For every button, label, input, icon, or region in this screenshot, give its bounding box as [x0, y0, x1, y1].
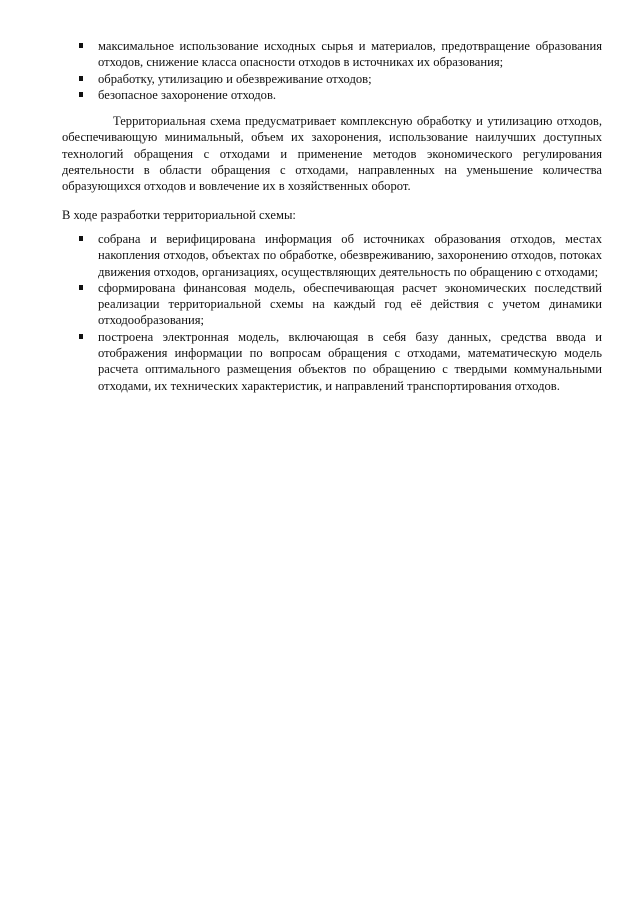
list-item-text: обработку, утилизацию и обезвреживание отходов; — [98, 71, 372, 86]
list-item — [62, 231, 602, 280]
list-item — [62, 71, 602, 87]
bullet-icon — [79, 334, 83, 339]
bullet-icon — [79, 92, 83, 97]
body-paragraph: Территориальная схема предусматривает комплексную обработку и утилизацию отходов, обеспечивающую минимальный, объем их захоронения, использование наилучших доступных технологий обращения с отходами и применение методов экономического регулирования деятельности в области обращения с отходами, направленных на уменьшение количества образующихся отходов и вовлечение их в хозяйственных оборот. — [62, 114, 602, 194]
list-item — [62, 87, 602, 103]
results-list — [62, 231, 602, 394]
bullet-icon — [79, 76, 83, 81]
bullet-icon — [79, 285, 83, 290]
list-item-text: построена электронная модель, включающая в себя базу данных, средства ввода и отображения информации по вопросам обращения с отходами, математическую модель расчета оптимального размещения объектов по обращению с твердыми коммунальными отходами, их технических характеристик, и направлений транспортирования отходов. — [98, 329, 602, 393]
document-page — [62, 38, 602, 394]
goals-list — [62, 38, 602, 103]
list-item — [62, 280, 602, 329]
list-item-text: максимальное использование исходных сырья и материалов, предотвращение образования отходов, снижение класса опасности отходов в источниках их образования; — [98, 39, 602, 70]
list-item-text: собрана и верифицирована информация об источниках образования отходов, местах накопления отходов, объектах по обработке, обезвреживанию, захоронению отходов, потоках движения отходов, организациях, осуществляющих деятельность по обращению с отходами; — [98, 231, 602, 279]
bullet-icon — [79, 236, 83, 241]
list-item — [62, 38, 602, 71]
list-item-text: сформирована финансовая модель, обеспечивающая расчет экономических последствий реализации территориальной схемы на каждый год её действия с учетом динамики отходообразования; — [98, 280, 602, 328]
list-item — [62, 329, 602, 394]
intro-paragraph: В ходе разработки территориальной схемы: — [62, 207, 296, 222]
bullet-icon — [79, 43, 83, 48]
list-item-text: безопасное захоронение отходов. — [98, 87, 277, 102]
